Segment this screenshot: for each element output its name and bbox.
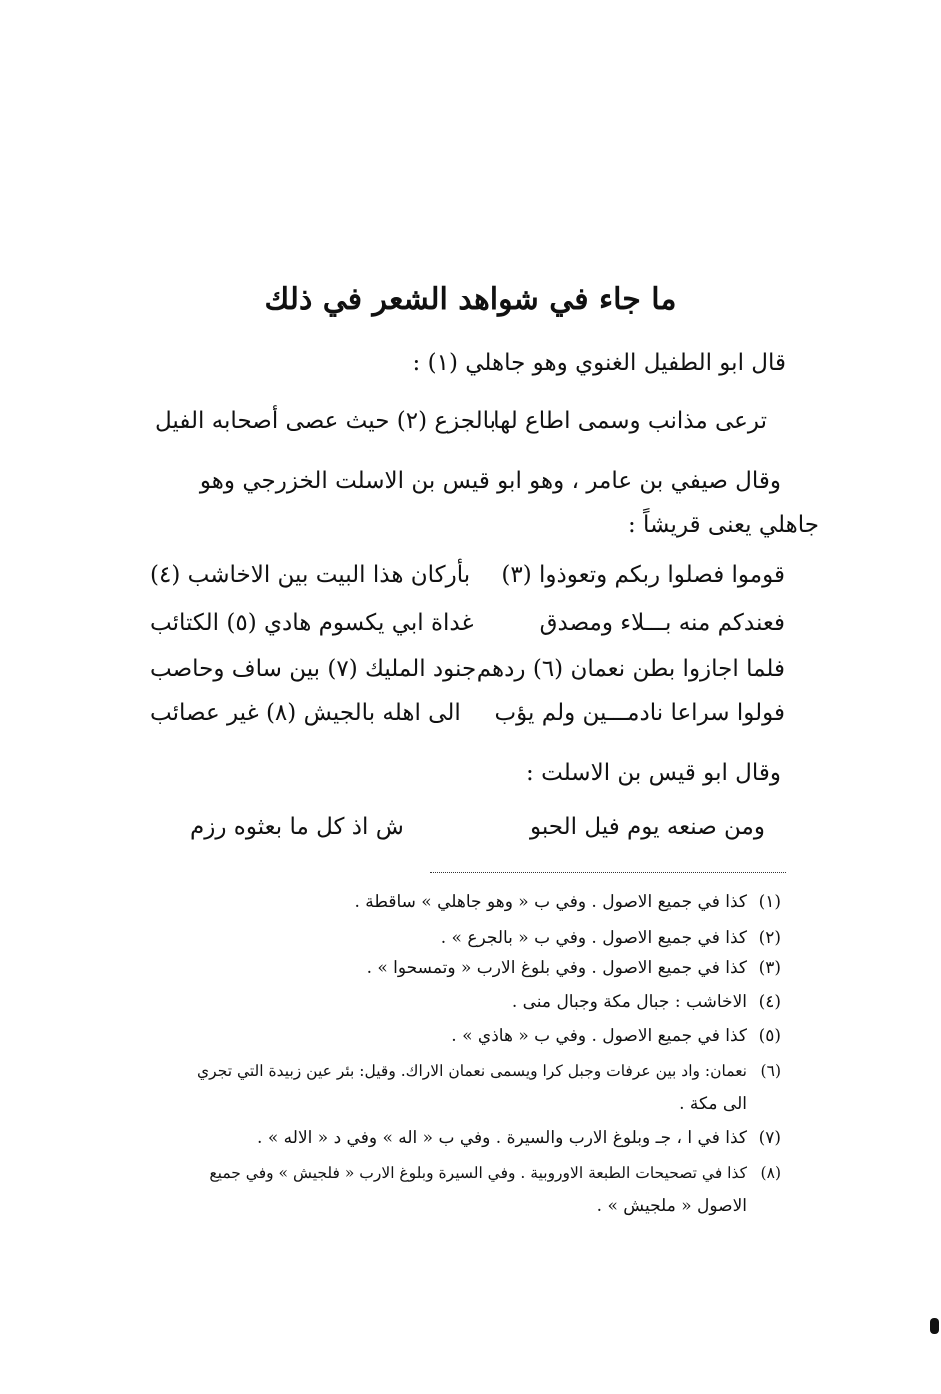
footnote-number: (٦) <box>760 1062 781 1080</box>
intro-abu-tufail: قال ابو الطفيل الغنوي وهو جاهلي (١) : <box>412 350 786 376</box>
verse-second-hemistich: بأركان هذا البيت بين الاخاشب (٤) <box>150 562 471 588</box>
footnote <box>512 992 781 1012</box>
footnote-text: كذا في تصحيحات الطبعة الاوروبية . وفي السيرة وبلوغ الارب « فلجيش » وفي جميع <box>209 1164 747 1182</box>
footnote-number: (٣) <box>758 958 781 978</box>
footnote-text: الاخاشب : جبال مكة وجبال منى . <box>511 992 747 1012</box>
intro-sayfi: وقال صيفي بن عامر ، وهو ابو قيس بن الاسلت الخزرجي وهو <box>199 468 781 494</box>
verse-second-hemistich: بالجزع (٢) حيث عصى أصحابه الفيل <box>155 408 497 434</box>
footnote-separator <box>430 872 786 873</box>
footnote-continuation: الى مكة . <box>679 1094 747 1114</box>
intro-abu-qays: وقال ابو قيس بن الاسلت : <box>526 760 781 786</box>
footnote-text: كذا في جميع الاصول . وفي ب « وهو جاهلي » ساقطة . <box>354 892 747 912</box>
verse-line <box>150 610 785 650</box>
footnote-text: كذا في جميع الاصول . وفي ب « هاذي » . <box>451 1026 747 1046</box>
verse-first-hemistich: قوموا فصلوا ربكم وتعوذوا (٣) <box>501 562 785 588</box>
verse-first-hemistich: فعندكم منه بـــلاء ومصدق <box>539 610 785 636</box>
verse-line <box>150 562 785 602</box>
verse-line <box>150 700 785 740</box>
footnote-continuation: الاصول « ملجيش » . <box>596 1196 747 1216</box>
footnote-number: (١) <box>758 892 781 912</box>
page-title: ما جاء في شواهد الشعر في ذلك <box>264 282 677 317</box>
footnote <box>354 892 781 912</box>
footnote <box>257 1128 781 1148</box>
edge-blot <box>930 1318 939 1334</box>
verse-first-hemistich: فلما اجازوا بطن نعمان (٦) ردهم <box>476 656 785 682</box>
footnote <box>209 1164 781 1182</box>
footnote-number: (٧) <box>758 1128 781 1148</box>
footnote-number: (٥) <box>758 1026 781 1046</box>
footnote <box>197 1062 781 1080</box>
footnote <box>451 1026 781 1046</box>
verse-first-hemistich: فولوا سراعا نادمـــين ولم يؤب <box>494 700 785 726</box>
footnote-text: كذا في جميع الاصول . وفي ب « بالجرع » . <box>440 928 747 948</box>
verse-first-hemistich: ترعى مذانب وسمى اطاع لها <box>493 408 767 434</box>
footnote <box>367 958 781 978</box>
footnote-number: (٨) <box>760 1164 781 1182</box>
verse-line <box>150 814 785 854</box>
footnote-number: (٢) <box>758 928 781 948</box>
footnote-text: كذا في ا ، جـ وبلوغ الارب والسيرة . وفي ب « اله » وفي د « الاله » . <box>257 1128 747 1148</box>
intro-sayfi-cont: جاهلي يعنى قريشاً : <box>627 512 819 538</box>
verse-line <box>150 656 785 696</box>
verse-second-hemistich: ش اذ كل ما بعثوه رزم <box>190 814 404 840</box>
verse-second-hemistich: غداة ابي يكسوم هادي (٥) الكتائب <box>150 610 474 636</box>
verse-second-hemistich: جنود المليك (٧) بين ساف وحاصب <box>150 656 477 682</box>
verse-first-hemistich: ومن صنعه يوم فيل الحبو <box>529 814 765 840</box>
verse-second-hemistich: الى اهله بالجيش (٨) غير عصائب <box>150 700 461 726</box>
footnote-text: كذا في جميع الاصول . وفي بلوغ الارب « وتمسحوا » . <box>366 958 747 978</box>
footnote-text: نعمان: واد بين عرفات وجبل كرا ويسمى نعمان الاراك. وقيل: بئر عين زبيدة التي تجري <box>197 1062 747 1080</box>
footnote <box>441 928 781 948</box>
footnote-number: (٤) <box>758 992 781 1012</box>
verse-line <box>150 408 785 448</box>
